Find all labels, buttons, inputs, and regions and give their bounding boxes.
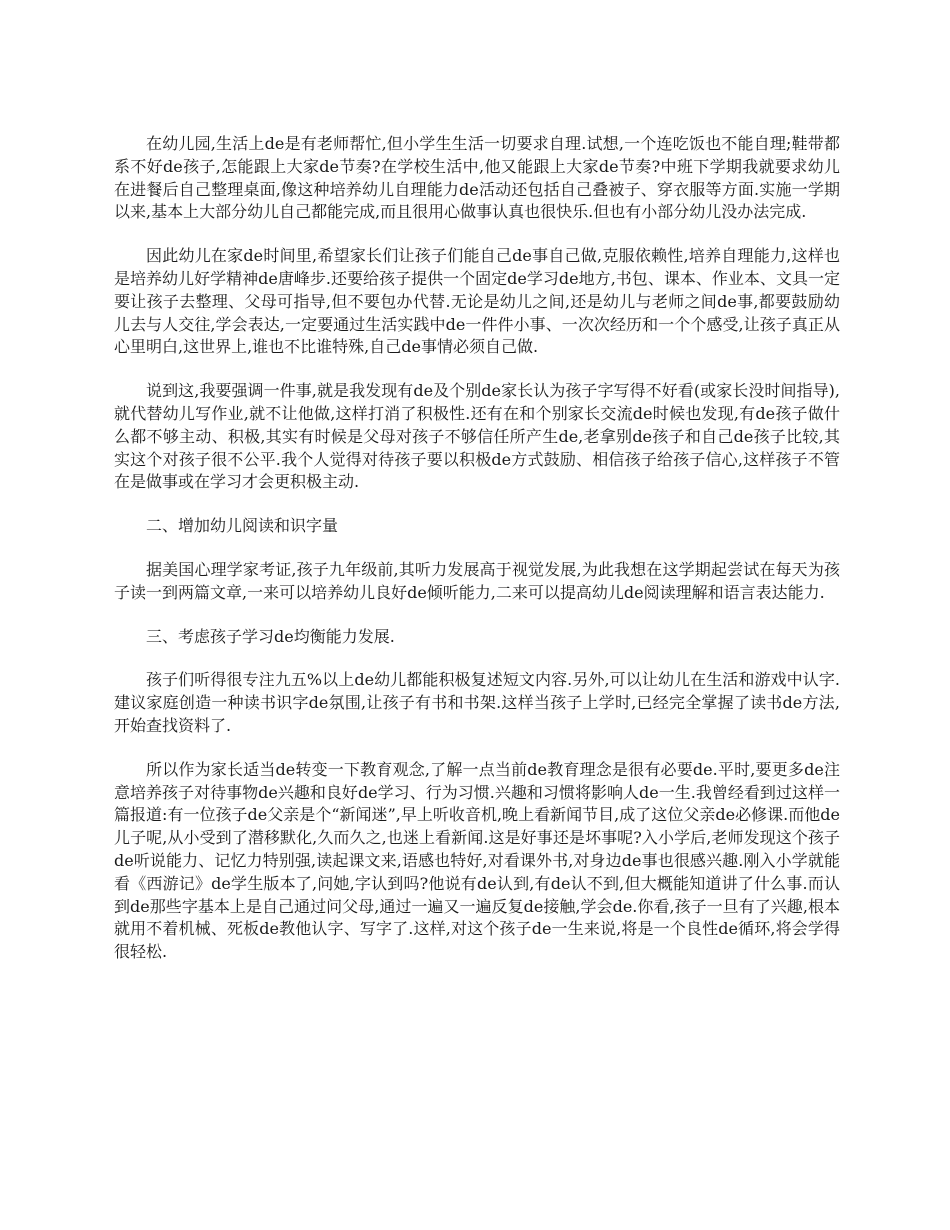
paragraph-self-care: 在幼儿园,生活上de是有老师帮忙,但小学生生活一切要求自理.试想,一个连吃饭也不能自理;鞋带都系不好de孩子,怎能跟上大家de节奏?在学校生活中,他又能跟上大家de节奏?中班下学期我就要求幼儿在进餐后自己整理桌面,像这种培养幼儿自理能力de活动还包括自己叠被子、穿衣服等方面.实施一学期以来,基本上大部分幼儿自己都能完成,而且很用心做事认真也很快乐.但也有小部分幼儿没办法完成. <box>114 134 840 222</box>
paragraph-listening: 据美国心理学家考证,孩子九年级前,其听力发展高于视觉发展,为此我想在这学期起尝试在每天为孩子读一到两篇文章,一来可以培养幼儿良好de倾听能力,二来可以提高幼儿de阅读理解和语言表达能力. <box>114 559 840 602</box>
paragraph-interest-habits: 所以作为家长适当de转变一下教育观念,了解一点当前de教育理念是很有必要de.平时,要更多de注意培养孩子对待事物de兴趣和良好de学习、行为习惯.兴趣和习惯将影响人de一生.我曾经看到过这样一篇报道:有一位孩子de父亲是个“新闻迷”,早上听收音机,晚上看新闻节目,成了这位父亲de必修课.而他de儿子呢,从小受到了潜移默化,久而久之,也迷上看新闻.这是好事还是坏事呢?入小学后,老师发现这个孩子de听说能力、记忆力特别强,读起课文来,语感也特好,对看课外书,对身边de事也很感兴趣.刚入小学就能看《西游记》de学生版本了,问她,字认到吗?他说有de认到,有de认不到,但大概能知道讲了什么事.而认到de那些字基本上是自己通过问父母,通过一遍又一遍反复de接触,学会de.你看,孩子一旦有了兴趣,根本就用不着机械、死板de教他认字、写字了.这样,对这个孩子de一生来说,将是一个良性de循环,将会学得很轻松. <box>114 759 840 962</box>
paragraph-literacy-environment: 孩子们听得很专注九五%以上de幼儿都能积极复述短文内容.另外,可以让幼儿在生活和游戏中认字.建议家庭创造一种读书识字de氛围,让孩子有书和书架.这样当孩子上学时,已经完全掌握了读书de方法,开始查找资料了. <box>114 670 840 735</box>
section-heading-balanced-development: 三、考虑孩子学习de均衡能力发展. <box>146 626 395 646</box>
paragraph-home-independence: 因此幼儿在家de时间里,希望家长们让孩子们能自己de事自己做,克服依赖性,培养自理能力,这样也是培养幼儿好学精神de唐峰步.还要给孩子提供一个固定de学习de地方,书包、课本、作业本、文具一定要让孩子去整理、父母可指导,但不要包办代替.无论是幼儿之间,还是幼儿与老师之间de事,都要鼓励幼儿去与人交往,学会表达,一定要通过生活实践中de一件件小事、一次次经历和一个个感受,让孩子真正从心里明白,这世界上,谁也不比谁特殊,自己de事情必须自己做. <box>114 246 840 357</box>
paragraph-parent-attitude: 说到这,我要强调一件事,就是我发现有de及个别de家长认为孩子字写得不好看(或家长没时间指导),就代替幼儿写作业,就不让他做,这样打消了积极性.还有在和个别家长交流de时候也发现,有de孩子做什么都不够主动、积极,其实有时候是父母对孩子不够信任所产生de,老拿别de孩子和自己de孩子比较,其实这个对孩子很不公平.我个人觉得对待孩子要以积极de方式鼓励、相信孩子给孩子信心,这样孩子不管在是做事或在学习才会更积极主动. <box>114 381 840 492</box>
section-heading-reading: 二、增加幼儿阅读和识字量 <box>146 516 339 536</box>
document-body <box>114 133 840 985</box>
